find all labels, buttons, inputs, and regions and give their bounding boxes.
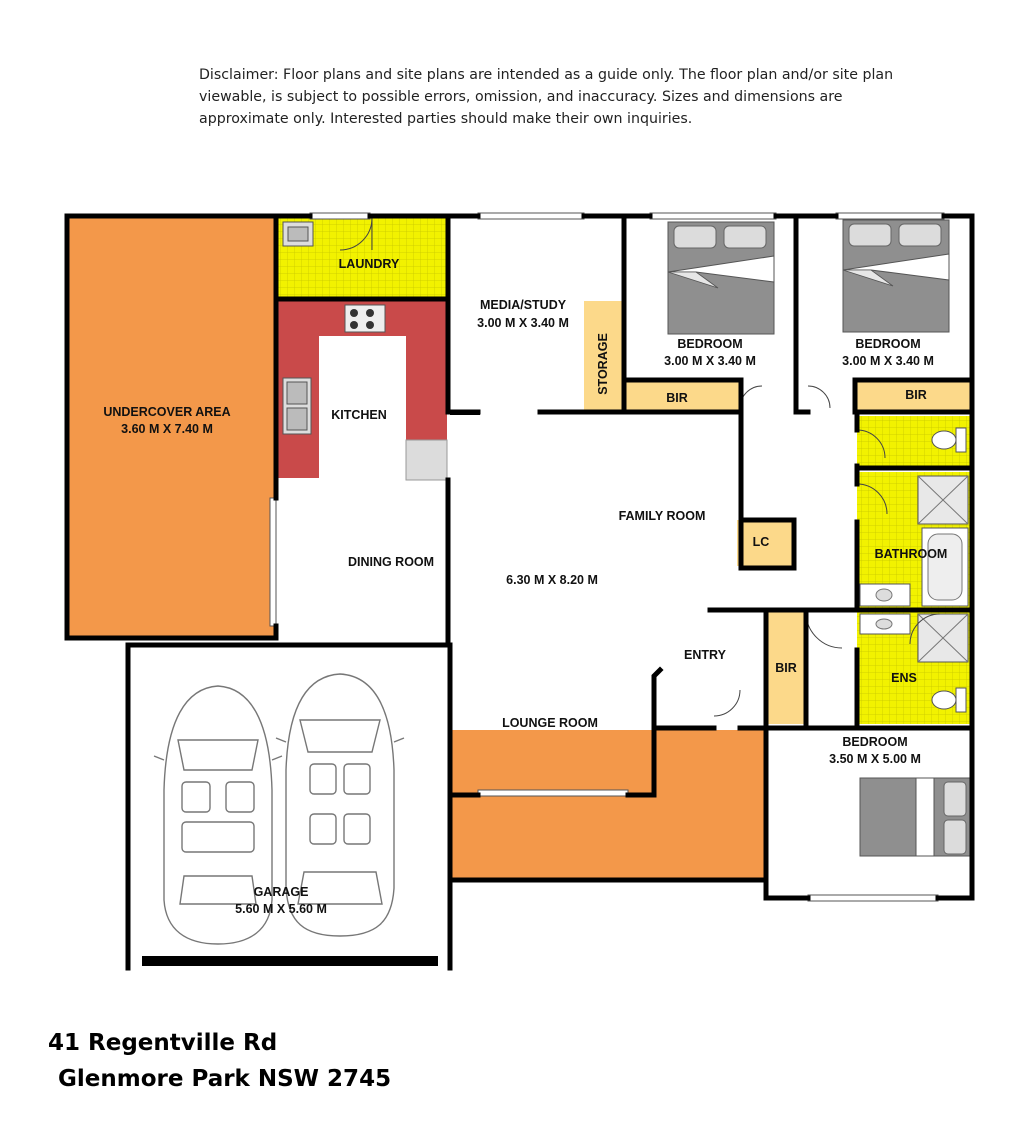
bir-2-label: BIR [905,388,927,402]
disclaimer-line-2: viewable, is subject to possible errors, omission, and inaccuracy. Sizes and dimensions are [199,89,843,105]
family-room-label: FAMILY ROOM [618,509,706,523]
fridge-space [406,440,447,480]
bedroom-3-label: BEDROOM [842,735,908,749]
bed-icon [860,778,970,856]
disclaimer-line-3: approximate only. Interested parties should make their own inquiries. [199,111,693,127]
laundry-label: LAUNDRY [338,257,400,271]
bedroom-2-label: BEDROOM [855,337,921,351]
vanity-icon [860,584,910,606]
kitchen-sink-icon [283,378,311,434]
bedroom-3-size: 3.50 M X 5.00 M [829,752,921,766]
ens-label: ENS [891,671,917,685]
lc-label: LC [752,535,770,549]
bir-1-label: BIR [666,391,688,405]
bir-3-label: BIR [775,661,797,675]
bed-icon [843,220,949,332]
dining-room-label: DINING ROOM [347,555,435,569]
undercover-area-size: 3.60 M X 7.40 M [121,422,213,436]
bathroom-label: BATHROOM [874,547,948,561]
bedroom-2-size: 3.00 M X 3.40 M [842,354,934,368]
media-study-size: 3.00 M X 3.40 M [477,316,569,330]
shower-icon [918,614,968,662]
alfresco-floor [450,730,766,878]
laundry-tub-icon [283,222,313,246]
cooktop-icon [345,305,385,332]
disclaimer-line-1: Disclaimer: Floor plans and site plans are intended as a guide only. The floor plan and/or site plan [199,67,894,83]
undercover-area-label: UNDERCOVER AREA [103,405,231,419]
bathtub-icon [922,528,968,606]
wall-stub [450,410,480,415]
bed-icon [668,222,774,334]
vanity-icon [860,614,910,634]
garage-label: GARAGE [253,885,309,899]
address-suburb: Glenmore Park NSW 2745 [50,1066,392,1092]
lounge-room-label: LOUNGE ROOM [502,716,598,730]
storage-label: STORAGE [596,333,610,395]
shower-icon [918,476,968,524]
media-study-label: MEDIA/STUDY [479,298,567,312]
address-street: 41 Regentville Rd [48,1030,278,1056]
garage-door [142,956,438,966]
family-room-size: 6.30 M X 8.20 M [506,573,598,587]
bedroom-1-size: 3.00 M X 3.40 M [664,354,756,368]
kitchen-label: KITCHEN [331,408,387,422]
bedroom-1-label: BEDROOM [677,337,743,351]
entry-label: ENTRY [684,648,726,662]
garage-size: 5.60 M X 5.60 M [235,902,327,916]
